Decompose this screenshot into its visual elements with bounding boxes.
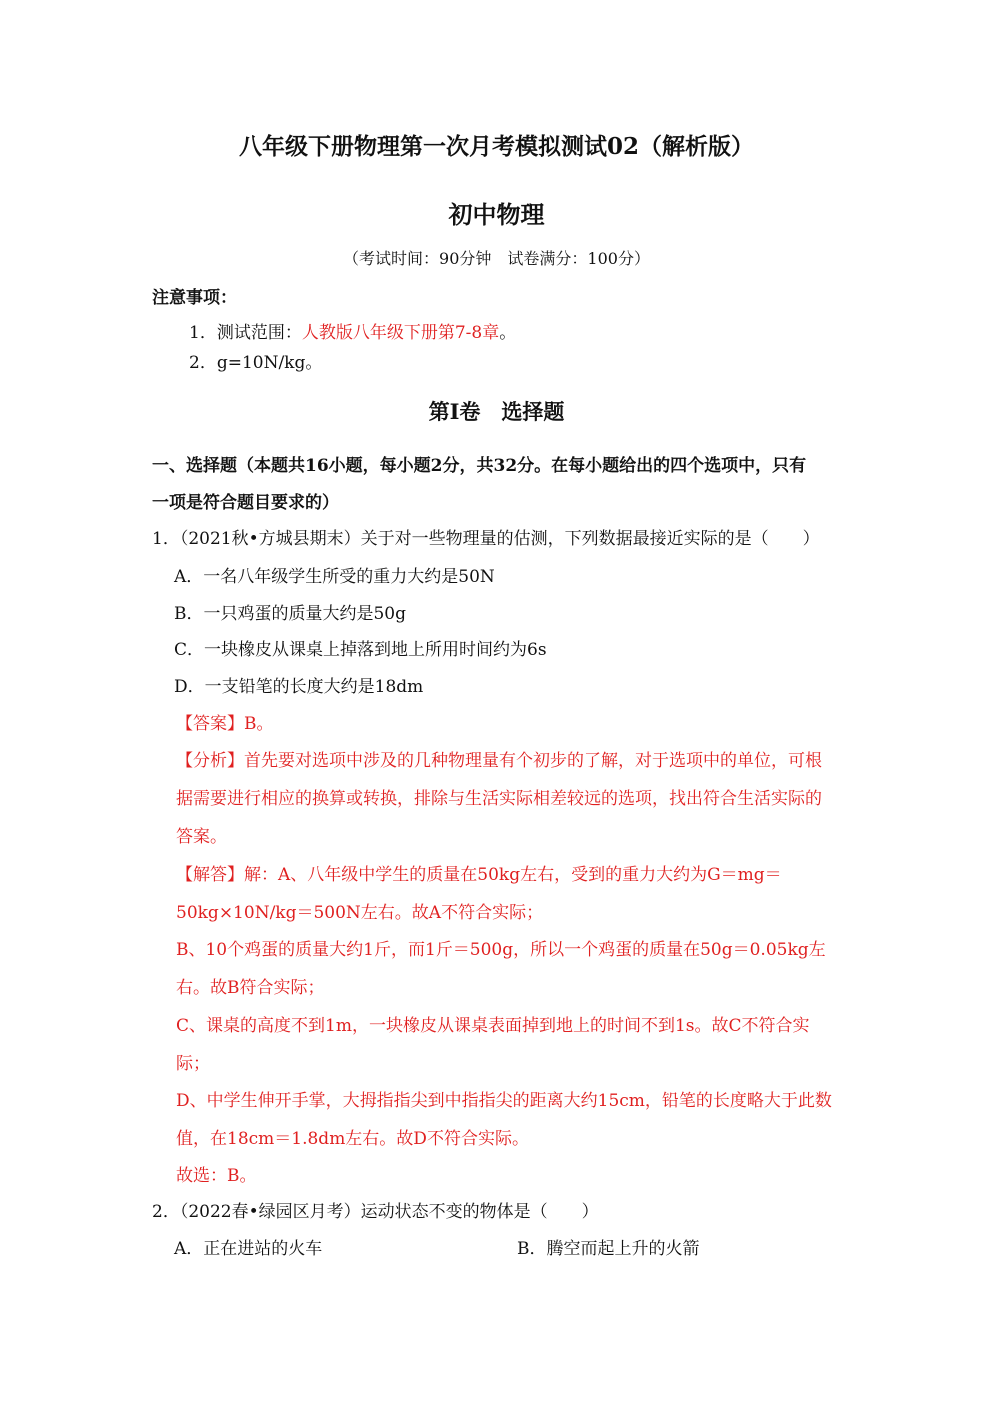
subject-title: 初中物理 <box>448 200 545 229</box>
notice-item-1-suffix: 。 <box>499 323 517 343</box>
question-1-solution-b-line-1: B、10个鸡蛋的质量大约1斤，而1斤＝500g，所以一个鸡蛋的质量在50g＝0.05kg左 <box>176 940 826 960</box>
question-1-solution-d-line-2: 值，在18cm＝1.8dm左右。故D不符合实际。 <box>176 1129 529 1149</box>
question-1-solution-a-line-2: 50kg×10N/kg＝500N左右。故A不符合实际； <box>176 903 544 923</box>
notice-item-2: 2．g=10N/kg。 <box>189 353 323 373</box>
section-title: 第Ⅰ卷 选择题 <box>428 399 565 424</box>
section-instruction-line-1: 一、选择题（本题共16小题，每小题2分，共32分。在每小题给出的四个选项中，只有 <box>152 456 807 476</box>
question-1-analysis-line-3: 答案。 <box>176 827 227 847</box>
question-1-analysis-line-1: 【分析】首先要对选项中涉及的几种物理量有个初步的了解，对于选项中的单位，可根 <box>176 751 822 771</box>
question-1-solution-c-line-2: 际； <box>176 1054 210 1074</box>
notice-item-1 <box>189 322 516 344</box>
question-1-solution-a-line-1: 【解答】解：A、八年级中学生的质量在50kg左右，受到的重力大约为G＝mg＝ <box>176 865 782 885</box>
question-1-option-d: D．一支铅笔的长度大约是18dm <box>174 677 424 697</box>
section-instruction-line-2: 一项是符合题目要求的） <box>152 493 339 513</box>
question-1-choice: 故选：B。 <box>176 1166 257 1186</box>
question-1-solution-d-line-1: D、中学生伸开手掌，大拇指指尖到中指指尖的距离大约15cm，铅笔的长度略大于此数 <box>176 1091 832 1111</box>
question-2-option-b: B．腾空而起上升的火箭 <box>517 1239 700 1259</box>
question-1-solution-b-line-2: 右。故B符合实际； <box>176 978 325 998</box>
question-1-option-a: A．一名八年级学生所受的重力大约是50N <box>174 567 495 587</box>
document-title: 八年级下册物理第一次月考模拟测试02（解析版） <box>238 133 754 160</box>
question-1-answer: 【答案】B。 <box>176 714 274 734</box>
question-1-solution-c-line-1: C、课桌的高度不到1m，一块橡皮从课桌表面掉到地上的时间不到1s。故C不符合实 <box>176 1016 810 1036</box>
question-2-stem: 2．（2022春•绿园区月考）运动状态不变的物体是（ ） <box>152 1202 599 1222</box>
question-1-stem: 1．（2021秋•方城县期末）关于对一些物理量的估测，下列数据最接近实际的是（ ） <box>152 529 820 549</box>
question-1-option-b: B．一只鸡蛋的质量大约是50g <box>174 604 407 624</box>
notice-item-1-prefix: 1．测试范围： <box>189 323 302 343</box>
notice-heading: 注意事项： <box>152 288 237 308</box>
question-1-analysis-line-2: 据需要进行相应的换算或转换，排除与生活实际相差较远的选项，找出符合生活实际的 <box>176 789 822 809</box>
question-1-option-c: C．一块橡皮从课桌上掉落到地上所用时间约为6s <box>174 640 547 660</box>
question-2-option-a: A．正在进站的火车 <box>174 1239 323 1259</box>
exam-info: （考试时间：90分钟 试卷满分：100分） <box>343 249 650 268</box>
notice-item-1-range: 人教版八年级下册第7-8章 <box>301 323 500 343</box>
